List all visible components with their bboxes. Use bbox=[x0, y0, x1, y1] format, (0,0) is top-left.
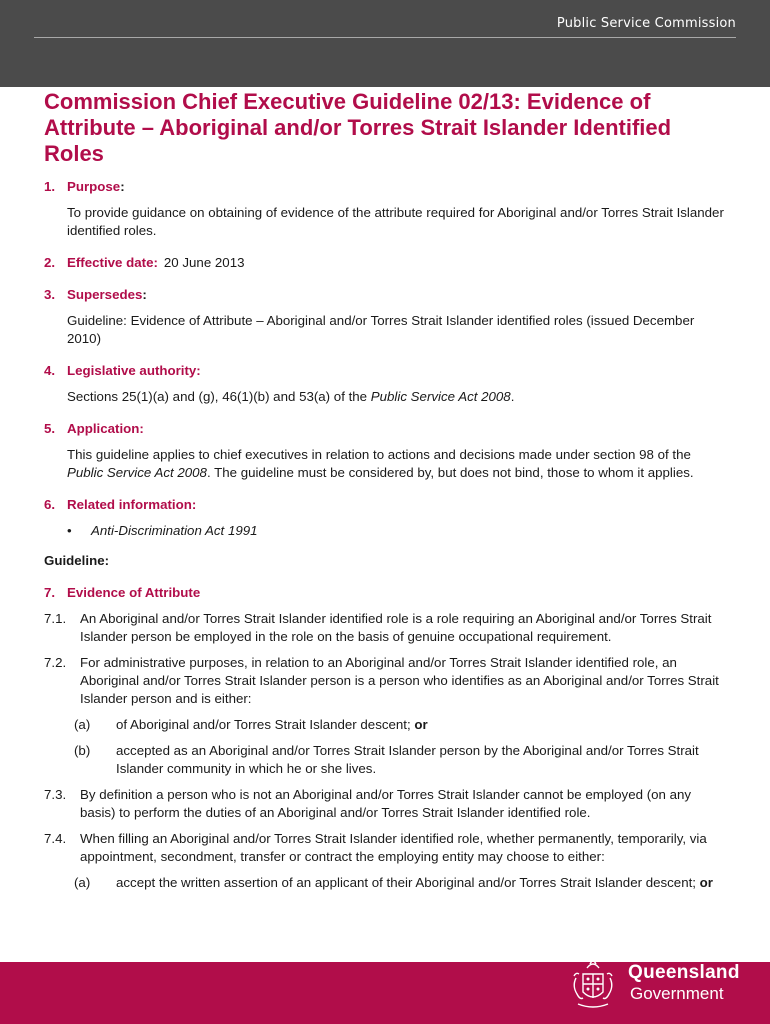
section-heading: Supersedes bbox=[67, 287, 143, 302]
section-heading: Purpose bbox=[67, 179, 121, 194]
sub-item-text bbox=[116, 716, 728, 734]
sub-item-b bbox=[74, 742, 728, 778]
text-segment: of Aboriginal and/or Torres Strait Islander descent; bbox=[116, 717, 415, 732]
section-1-text: To provide guidance on obtaining of evidence of the attribute required for Aboriginal and/or Torres Strait Islander identified roles. bbox=[67, 205, 724, 238]
guideline-label: Guideline: bbox=[44, 553, 110, 568]
heading-colon: : bbox=[142, 287, 147, 302]
section-4-text bbox=[67, 388, 728, 406]
section-4-heading bbox=[44, 362, 728, 380]
act-title: Public Service Act 2008 bbox=[370, 389, 511, 404]
paragraph-7-3 bbox=[44, 786, 728, 822]
section-number: 7. bbox=[44, 585, 56, 600]
paragraph-number: 7.1. bbox=[44, 611, 67, 626]
text-segment: . bbox=[510, 389, 515, 404]
paragraph-text: For administrative purposes, in relation to an Aboriginal and/or Torres Strait Islander identified role, an Aboriginal and/or Torres Strait Islander person is a person who identifies as an Aboriginal and/or Torres Strait Islander person and is either: bbox=[80, 655, 719, 706]
section-6-heading bbox=[44, 496, 728, 514]
emphasis: or bbox=[414, 717, 428, 732]
paragraph-7-4 bbox=[44, 830, 728, 866]
paragraph-number: 7.3. bbox=[44, 787, 67, 802]
text-segment: This guideline applies to chief executives in relation to actions and decisions made under section 98 of the bbox=[67, 447, 691, 462]
effective-date-value: 20 June 2013 bbox=[163, 255, 245, 270]
section-1-heading bbox=[44, 178, 728, 196]
emphasis: or bbox=[699, 875, 713, 890]
section-number: 4. bbox=[44, 363, 56, 378]
act-title: Public Service Act 2008 bbox=[67, 465, 207, 480]
section-heading: Evidence of Attribute bbox=[67, 585, 201, 600]
section-7-heading bbox=[44, 584, 728, 602]
sub-item-a bbox=[74, 874, 728, 892]
paragraph-text: When filling an Aboriginal and/or Torres Strait Islander identified role, whether permanently, temporarily, via appointment, secondment, transfer or contract the employing entity may choose to either: bbox=[80, 831, 707, 864]
section-number: 3. bbox=[44, 287, 56, 302]
section-2-heading bbox=[44, 254, 728, 272]
paragraph-text: By definition a person who is not an Aboriginal and/or Torres Strait Islander cannot be employed (on any basis) to perform the duties of an Aboriginal and/or Torres Strait Islander identified role. bbox=[80, 787, 692, 820]
sub-item-a bbox=[74, 716, 728, 734]
paragraph-number: 7.2. bbox=[44, 655, 67, 670]
bullet-text: Anti-Discrimination Act 1991 bbox=[91, 523, 258, 538]
list-item bbox=[67, 522, 728, 540]
sub-item-text bbox=[116, 874, 728, 892]
page-title: Commission Chief Executive Guideline 02/13: Evidence of Attribute – Aboriginal and/or Torres Strait Islander Identified Roles bbox=[44, 89, 672, 166]
paragraph-7-2 bbox=[44, 654, 728, 708]
sub-item-label: (a) bbox=[74, 717, 91, 732]
section-5-text bbox=[67, 446, 728, 482]
header-bar bbox=[0, 0, 770, 87]
brand-subtitle: Government bbox=[630, 984, 724, 1003]
section-number: 2. bbox=[44, 255, 56, 270]
section-heading: Legislative authority: bbox=[67, 363, 201, 378]
section-3-heading bbox=[44, 286, 728, 304]
bullet-icon: • bbox=[67, 523, 72, 538]
text-segment: accept the written assertion of an applicant of their Aboriginal and/or Torres Strait Islander descent; bbox=[116, 875, 700, 890]
queensland-coat-of-arms-icon bbox=[566, 954, 620, 1016]
document-body bbox=[44, 178, 728, 892]
text-segment: . The guideline must be considered by, but does not bind, those to whom it applies. bbox=[206, 465, 694, 480]
text-segment: Sections 25(1)(a) and (g), 46(1)(b) and 53(a) of the bbox=[67, 389, 371, 404]
paragraph-7-1 bbox=[44, 610, 728, 646]
brand-name: Queensland bbox=[628, 962, 740, 983]
sub-item-label: (b) bbox=[74, 743, 91, 758]
sub-item-label: (a) bbox=[74, 875, 91, 890]
section-5-heading bbox=[44, 420, 728, 438]
section-number: 1. bbox=[44, 179, 56, 194]
section-heading: Application: bbox=[67, 421, 144, 436]
sub-item-text: accepted as an Aboriginal and/or Torres Strait Islander person by the Aboriginal and/or Torres Strait Islander community in which he or she lives. bbox=[116, 743, 699, 776]
header-title: Public Service Commission bbox=[556, 16, 736, 31]
section-heading: Related information: bbox=[67, 497, 197, 512]
paragraph-text: An Aboriginal and/or Torres Strait Islander identified role is a role requiring an Aboriginal and/or Torres Strait Islander person be employed in the role on the basis of genuine occupational requirement. bbox=[80, 611, 712, 644]
paragraph-number: 7.4. bbox=[44, 831, 67, 846]
section-3-text: Guideline: Evidence of Attribute – Aboriginal and/or Torres Strait Islander identified roles (issued December 2010) bbox=[67, 313, 695, 346]
section-number: 5. bbox=[44, 421, 56, 436]
section-number: 6. bbox=[44, 497, 56, 512]
header-divider bbox=[34, 37, 736, 38]
heading-colon: : bbox=[120, 179, 125, 194]
section-heading: Effective date: bbox=[67, 255, 158, 270]
